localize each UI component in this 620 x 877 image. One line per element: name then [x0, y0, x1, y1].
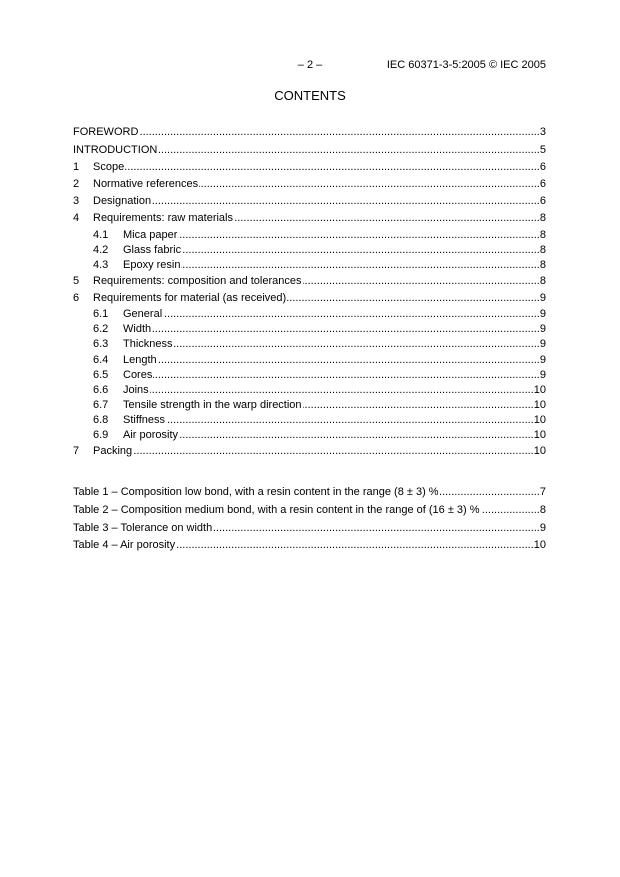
dot-leader	[179, 429, 534, 442]
toc-entry-title: Width	[123, 323, 152, 336]
table-entry-title: Table 4 – Air porosity	[73, 539, 176, 552]
toc-entry-page: 9	[539, 292, 546, 305]
table-entry-page: 10	[533, 539, 546, 552]
toc-entry-page: 8	[539, 274, 546, 287]
toc-entry-number: 3	[73, 195, 80, 208]
table-list-entry	[73, 502, 546, 520]
dot-leader	[174, 338, 540, 351]
toc-subentry	[73, 322, 546, 337]
dot-leader	[481, 504, 540, 517]
dot-leader	[181, 259, 539, 272]
toc-entry-title: Tensile strength in the warp direction	[123, 398, 302, 411]
toc-entry-page: 9	[539, 338, 546, 351]
toc-entry-title: Requirements: raw materials	[93, 212, 233, 225]
toc-entry-number: 5	[73, 274, 80, 287]
dot-leader	[125, 161, 540, 174]
dot-leader	[158, 144, 540, 157]
toc-entry-title: Epoxy resin	[123, 258, 181, 271]
toc-entry-page: 10	[533, 383, 546, 396]
toc-entry	[73, 210, 546, 227]
toc-entry-title: FOREWORD	[73, 126, 139, 139]
toc-entry	[73, 159, 546, 176]
toc-entry	[73, 124, 546, 141]
dot-leader	[178, 229, 539, 242]
toc-entry-title: Thickness	[123, 338, 173, 351]
dot-leader	[287, 292, 540, 305]
dot-leader	[182, 244, 540, 257]
table-entry-page: 8	[539, 504, 546, 517]
dot-leader	[166, 414, 534, 427]
table-list-entry	[73, 519, 546, 537]
toc-entry-number: 6.3	[93, 338, 109, 351]
toc-entry	[73, 142, 546, 159]
dot-leader	[176, 539, 534, 552]
toc-entry-page: 10	[533, 398, 546, 411]
table-entry-page: 7	[539, 486, 546, 499]
toc-entry-page: 10	[533, 413, 546, 426]
toc-entry	[73, 273, 546, 290]
toc-subentry	[73, 307, 546, 322]
toc-entry-number: 4	[73, 212, 80, 225]
table-entry-title: Table 2 – Composition medium bond, with a resin content in the range of (16 ± 3) %	[73, 504, 480, 517]
dot-leader	[303, 275, 540, 288]
toc-entry-number: 6.2	[93, 323, 109, 336]
toc-entry-page: 9	[539, 308, 546, 321]
dot-leader	[163, 308, 540, 321]
toc-entry-page: 9	[539, 368, 546, 381]
toc-entry	[73, 290, 546, 307]
toc-entry-page: 8	[539, 243, 546, 256]
toc-entry-number: 6.6	[93, 383, 109, 396]
toc-entry-title: Air porosity	[123, 428, 179, 441]
header-page-number: – 2 –	[297, 59, 323, 71]
table-list-entry	[73, 537, 546, 555]
toc-subentry	[73, 258, 546, 273]
dot-leader	[303, 399, 534, 412]
toc-entry-number: 7	[73, 445, 80, 458]
list-of-tables	[73, 484, 546, 554]
toc-entry-title: Cores	[123, 368, 153, 381]
dot-leader	[440, 486, 540, 499]
toc-entry-page: 6	[539, 160, 546, 173]
toc-entry-page: 9	[539, 323, 546, 336]
toc-entry-title: Length	[123, 353, 157, 366]
toc-entry-title: Requirements: composition and tolerances	[93, 274, 302, 287]
toc-entry-title: Glass fabric	[123, 243, 182, 256]
toc-entry-title: Designation	[93, 195, 152, 208]
table-of-contents	[73, 124, 546, 460]
toc-entry-page: 6	[539, 178, 546, 191]
toc-entry-page: 9	[539, 353, 546, 366]
toc-subentry	[73, 368, 546, 383]
toc-subentry	[73, 383, 546, 398]
dot-leader	[213, 522, 540, 535]
dot-leader	[152, 323, 540, 336]
toc-subentry	[73, 428, 546, 443]
table-entry-page: 9	[539, 521, 546, 534]
toc-entry-number: 4.3	[93, 258, 109, 271]
toc-entry-number: 6	[73, 292, 80, 305]
toc-entry-number: 6.7	[93, 398, 109, 411]
dot-leader	[133, 445, 534, 458]
dot-leader	[139, 126, 539, 139]
toc-entry-page: 10	[533, 428, 546, 441]
toc-entry-title: Requirements for material (as received)	[93, 292, 287, 305]
toc-entry-number: 4.2	[93, 243, 109, 256]
toc-subentry	[73, 228, 546, 243]
toc-entry-title: Stiffness	[123, 413, 165, 426]
toc-entry-title: Joins	[123, 383, 149, 396]
toc-entry-number: 6.9	[93, 428, 109, 441]
toc-subentry	[73, 243, 546, 258]
toc-entry-page: 6	[539, 195, 546, 208]
toc-entry-page: 5	[539, 143, 546, 156]
toc-entry-title: Normative references	[93, 178, 199, 191]
dot-leader	[199, 178, 540, 191]
toc-subentry	[73, 337, 546, 352]
table-entry-title: Table 3 – Tolerance on width	[73, 521, 213, 534]
toc-entry-number: 6.4	[93, 353, 109, 366]
toc-entry-number: 6.1	[93, 308, 109, 321]
toc-entry-title: General	[123, 308, 163, 321]
toc-subentry	[73, 413, 546, 428]
dot-leader	[152, 195, 540, 208]
toc-entry	[73, 193, 546, 210]
toc-entry-title: Mica paper	[123, 228, 178, 241]
toc-entry-title: INTRODUCTION	[73, 143, 158, 156]
toc-entry-number: 6.5	[93, 368, 109, 381]
table-entry-title: Table 1 – Composition low bond, with a resin content in the range (8 ± 3) %	[73, 486, 439, 499]
toc-entry-page: 8	[539, 258, 546, 271]
contents-heading: CONTENTS	[274, 88, 346, 103]
toc-entry-number: 1	[73, 160, 80, 173]
toc-entry-title: Scope	[93, 160, 125, 173]
table-list-entry	[73, 484, 546, 502]
toc-entry-page: 8	[539, 228, 546, 241]
toc-entry-page: 3	[539, 126, 546, 139]
toc-entry-number: 4.1	[93, 228, 109, 241]
toc-entry	[73, 176, 546, 193]
dot-leader	[158, 354, 540, 367]
header-reference: IEC 60371-3-5:2005 © IEC 2005	[386, 59, 546, 71]
toc-subentry	[73, 352, 546, 367]
toc-entry	[73, 443, 546, 460]
toc-entry-number: 6.8	[93, 413, 109, 426]
dot-leader	[234, 212, 540, 225]
toc-entry-page: 10	[533, 445, 546, 458]
dot-leader	[153, 369, 540, 382]
dot-leader	[150, 384, 534, 397]
toc-entry-number: 2	[73, 178, 80, 191]
toc-subentry	[73, 398, 546, 413]
toc-entry-title: Packing	[93, 445, 133, 458]
toc-entry-page: 8	[539, 212, 546, 225]
